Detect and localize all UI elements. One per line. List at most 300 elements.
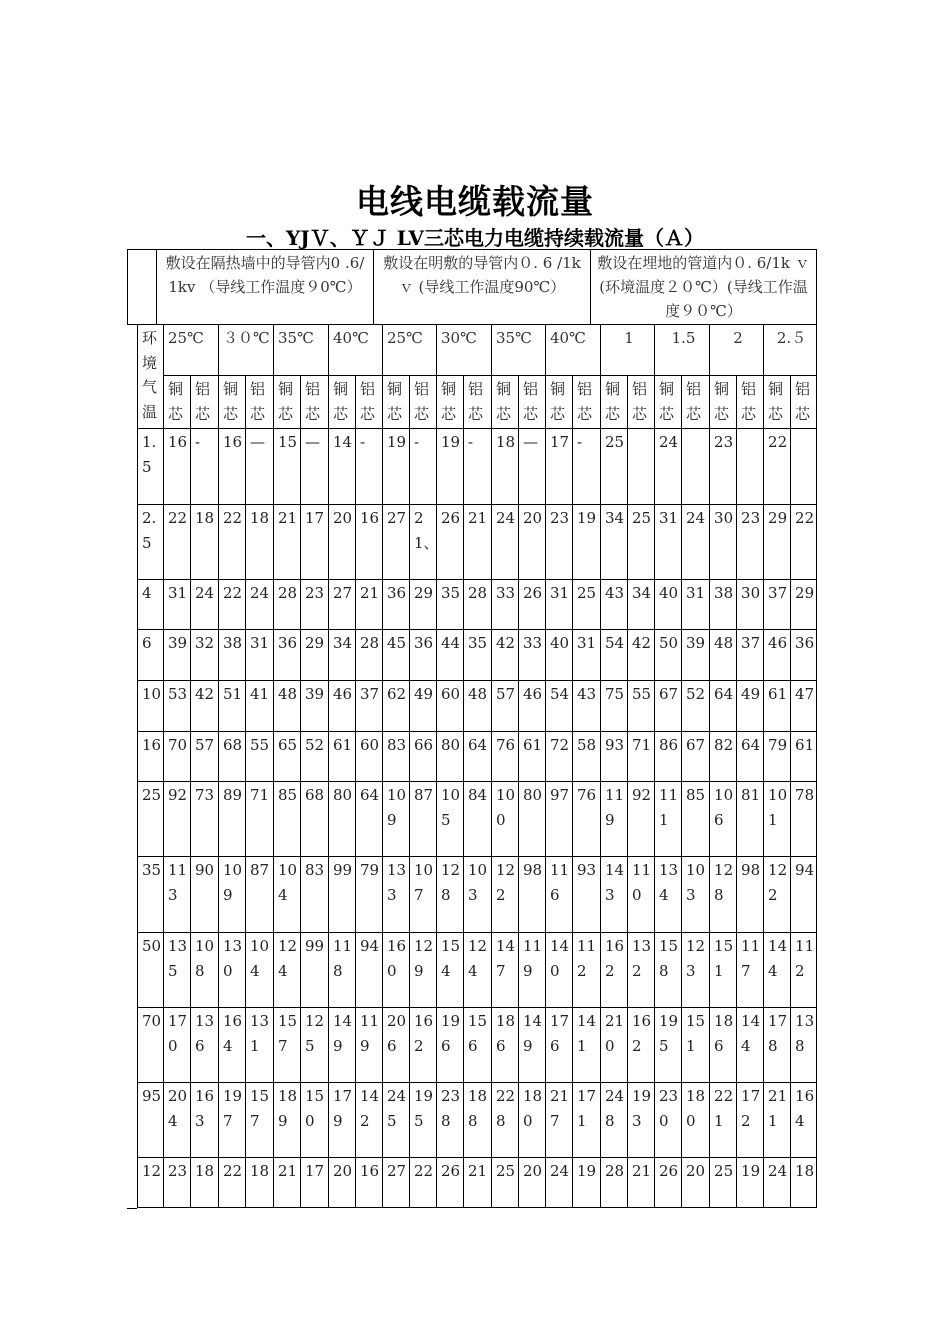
temp-header-8: 1 <box>601 325 655 376</box>
cross-section-cell: 25 <box>138 782 164 857</box>
ampacity-cell: 248 <box>601 1083 628 1158</box>
ampacity-cell: 140 <box>546 933 573 1008</box>
ampacity-cell: 20 <box>519 505 546 580</box>
ampacity-cell: 228 <box>492 1083 519 1158</box>
header-aluminum-core: 铝芯 <box>573 376 601 429</box>
ampacity-cell: — <box>519 429 546 505</box>
ampacity-cell: 50 <box>655 630 682 681</box>
ampacity-cell: 40 <box>655 580 682 630</box>
ampacity-cell: 97 <box>546 782 573 857</box>
ampacity-cell: 20 <box>682 1158 710 1208</box>
cross-section-cell: 35 <box>138 857 164 933</box>
table-row <box>138 1158 817 1208</box>
ampacity-cell: 49 <box>737 681 764 732</box>
table-row <box>138 681 817 732</box>
ampacity-cell: 31 <box>573 630 601 681</box>
ampacity-cell: 30 <box>710 505 737 580</box>
ampacity-cell: 193 <box>628 1083 655 1158</box>
table-row <box>138 429 817 505</box>
ampacity-cell: 60 <box>437 681 464 732</box>
ampacity-cell: 112 <box>791 933 817 1008</box>
header-copper-core: 铜芯 <box>219 376 246 429</box>
ampacity-cell: 157 <box>246 1083 274 1158</box>
ampacity-cell: 61 <box>329 732 356 782</box>
ampacity-cell: - <box>356 429 383 505</box>
ampacity-cell: 104 <box>246 933 274 1008</box>
ampacity-cell: 195 <box>655 1008 682 1083</box>
ampacity-cell: 26 <box>437 505 464 580</box>
ampacity-cell: 27 <box>329 580 356 630</box>
ampacity-cell: 189 <box>274 1083 301 1158</box>
ampacity-cell: 179 <box>329 1083 356 1158</box>
ampacity-cell: 43 <box>601 580 628 630</box>
ampacity-cell: 180 <box>519 1083 546 1158</box>
ampacity-cell: 67 <box>655 681 682 732</box>
ampacity-cell: 21、 <box>410 505 437 580</box>
table-row <box>138 505 817 580</box>
table-row <box>138 732 817 782</box>
ampacity-cell: 22 <box>219 1158 246 1208</box>
table-row <box>138 782 817 857</box>
ampacity-cell: 44 <box>437 630 464 681</box>
header-copper-core: 铜芯 <box>764 376 791 429</box>
ampacity-cell: 34 <box>601 505 628 580</box>
header-copper-core: 铜芯 <box>329 376 356 429</box>
ampacity-cell: 16 <box>356 505 383 580</box>
ampacity-cell: 162 <box>628 1008 655 1083</box>
temp-header-5: 30℃ <box>437 325 492 376</box>
ampacity-cell: 119 <box>356 1008 383 1083</box>
ampacity-cell: 57 <box>191 732 219 782</box>
ampacity-cell: 24 <box>655 429 682 505</box>
ampacity-cell: 19 <box>437 429 464 505</box>
ampacity-cell: 118 <box>329 933 356 1008</box>
ampacity-cell: 89 <box>219 782 246 857</box>
ampacity-cell: 245 <box>383 1083 410 1158</box>
ampacity-cell: 55 <box>246 732 274 782</box>
ampacity-cell: 24 <box>191 580 219 630</box>
header-aluminum-core: 铝芯 <box>628 376 655 429</box>
conductor-header-row <box>138 376 817 429</box>
table-left-rule <box>127 1208 137 1209</box>
ampacity-cell: 110 <box>628 857 655 933</box>
ampacity-cell: 61 <box>764 681 791 732</box>
ampacity-cell: 24 <box>492 505 519 580</box>
ampacity-cell: 35 <box>464 630 492 681</box>
ampacity-cell: 133 <box>383 857 410 933</box>
cross-section-cell: 10 <box>138 681 164 732</box>
ampacity-cell: 105 <box>437 782 464 857</box>
ampacity-cell: 42 <box>628 630 655 681</box>
ampacity-cell: 25 <box>628 505 655 580</box>
ampacity-cell: 188 <box>464 1083 492 1158</box>
ampacity-cell: 21 <box>628 1158 655 1208</box>
ampacity-cell: 109 <box>383 782 410 857</box>
ampacity-cell: 37 <box>356 681 383 732</box>
ampacity-cell: 16 <box>164 429 191 505</box>
ampacity-cell: 76 <box>573 782 601 857</box>
ampacity-cell: 46 <box>329 681 356 732</box>
table-row <box>138 1008 817 1083</box>
ampacity-cell: 196 <box>437 1008 464 1083</box>
ampacity-cell: 108 <box>191 933 219 1008</box>
header-copper-core: 铜芯 <box>492 376 519 429</box>
ampacity-cell: 230 <box>655 1083 682 1158</box>
ampacity-cell: 82 <box>710 732 737 782</box>
ampacity-cell: 31 <box>164 580 191 630</box>
header-copper-core: 铜芯 <box>655 376 682 429</box>
header-aluminum-core: 铝芯 <box>737 376 764 429</box>
ampacity-cell: 172 <box>737 1083 764 1158</box>
ampacity-cell: 164 <box>219 1008 246 1083</box>
ampacity-cell <box>682 429 710 505</box>
ampacity-cell: 18 <box>191 1158 219 1208</box>
ampacity-cell: 71 <box>246 782 274 857</box>
ampacity-cell: 186 <box>710 1008 737 1083</box>
ampacity-cell: 18 <box>191 505 219 580</box>
header-aluminum-core: 铝芯 <box>791 376 817 429</box>
ampacity-cell: 23 <box>737 505 764 580</box>
ampacity-cell: 52 <box>301 732 329 782</box>
ampacity-cell: 221 <box>710 1083 737 1158</box>
section-heading-surface-conduit: 敷设在明敷的导管内０. 6 /1k ｖ (导线工作温度90℃） <box>374 250 591 325</box>
ampacity-cell: 109 <box>219 857 246 933</box>
ampacity-cell: 94 <box>356 933 383 1008</box>
ampacity-cell: 80 <box>329 782 356 857</box>
header-aluminum-core: 铝芯 <box>464 376 492 429</box>
ampacity-cell: 67 <box>682 732 710 782</box>
ampacity-cell: 130 <box>219 933 246 1008</box>
ampacity-cell: 37 <box>764 580 791 630</box>
ampacity-cell: 54 <box>546 681 573 732</box>
ampacity-cell: 144 <box>764 933 791 1008</box>
ampacity-cell: 176 <box>546 1008 573 1083</box>
ampacity-cell: 27 <box>383 505 410 580</box>
temp-header-10: 2 <box>710 325 764 376</box>
ampacity-cell: 33 <box>519 630 546 681</box>
ampacity-cell: 68 <box>301 782 329 857</box>
ampacity-cell: 25 <box>710 1158 737 1208</box>
ampacity-cell: 24 <box>546 1158 573 1208</box>
header-aluminum-core: 铝芯 <box>301 376 329 429</box>
ampacity-cell: 138 <box>791 1008 817 1083</box>
ampacity-cell: 78 <box>791 782 817 857</box>
ampacity-cell: 25 <box>492 1158 519 1208</box>
ampacity-cell: 23 <box>546 505 573 580</box>
table-row <box>138 580 817 630</box>
ampacity-cell: — <box>301 429 329 505</box>
ampacity-cell: 197 <box>219 1083 246 1158</box>
ampacity-cell: 38 <box>219 630 246 681</box>
header-copper-core: 铜芯 <box>601 376 628 429</box>
ampacity-cell: 31 <box>546 580 573 630</box>
ampacity-cell: 151 <box>710 933 737 1008</box>
ampacity-cell: 72 <box>546 732 573 782</box>
ampacity-cell: 25 <box>573 580 601 630</box>
ampacity-cell: 75 <box>601 681 628 732</box>
ampacity-cell: 106 <box>710 782 737 857</box>
ampacity-cell: 55 <box>628 681 655 732</box>
ampacity-cell: 19 <box>573 505 601 580</box>
ampacity-cell: 62 <box>383 681 410 732</box>
ampacity-cell: 17 <box>301 505 329 580</box>
header-copper-core: 铜芯 <box>274 376 301 429</box>
ampacity-cell: 98 <box>519 857 546 933</box>
table-subtitle: 一、YJＶ、ＹＪ LV三芯电力电缆持续载流量（Ａ） <box>246 226 704 250</box>
ampacity-cell: 84 <box>464 782 492 857</box>
header-aluminum-core: 铝芯 <box>356 376 383 429</box>
ampacity-cell: 204 <box>164 1083 191 1158</box>
ampacity-cell: 116 <box>546 857 573 933</box>
ampacity-cell: 64 <box>737 732 764 782</box>
ampacity-cell: 85 <box>682 782 710 857</box>
ampacity-cell: 31 <box>246 630 274 681</box>
cross-section-cell: 6 <box>138 630 164 681</box>
ampacity-cell: 92 <box>628 782 655 857</box>
ampacity-cell: 33 <box>492 580 519 630</box>
ampacity-cell: 123 <box>682 933 710 1008</box>
ampacity-cell: 100 <box>492 782 519 857</box>
ampacity-cell: 122 <box>764 857 791 933</box>
ampacity-cell: 128 <box>710 857 737 933</box>
ampacity-cell: 68 <box>219 732 246 782</box>
ampacity-cell: 206 <box>383 1008 410 1083</box>
ampacity-cell: 29 <box>791 580 817 630</box>
ampacity-cell: 98 <box>737 857 764 933</box>
ampacity-cell: 19 <box>737 1158 764 1208</box>
temp-header-9: 1.5 <box>655 325 710 376</box>
table-row <box>138 933 817 1008</box>
ampacity-cell: 83 <box>301 857 329 933</box>
ampacity-cell: 141 <box>573 1008 601 1083</box>
ampacity-cell: 24 <box>764 1158 791 1208</box>
ampacity-cell: 21 <box>356 580 383 630</box>
ampacity-cell: 51 <box>219 681 246 732</box>
ampacity-cell: 65 <box>274 732 301 782</box>
ampacity-cell: 80 <box>519 782 546 857</box>
ampacity-cell: 71 <box>628 732 655 782</box>
ampacity-cell: 99 <box>301 933 329 1008</box>
ampacity-cell: 45 <box>383 630 410 681</box>
ampacity-cell: 186 <box>492 1008 519 1083</box>
ampacity-cell: 136 <box>191 1008 219 1083</box>
table-row <box>138 857 817 933</box>
ampacity-cell: 30 <box>737 580 764 630</box>
ampacity-cell: 29 <box>410 580 437 630</box>
ampacity-cell: 29 <box>301 630 329 681</box>
ampacity-cell: 93 <box>573 857 601 933</box>
ampacity-cell: 23 <box>710 429 737 505</box>
section-heading-buried-duct: 敷设在埋地的管道内０. 6/1k ｖ(环境温度２０℃）(导线工作温度９０℃） <box>591 250 817 325</box>
ampacity-cell: 101 <box>764 782 791 857</box>
ampacity-cell: 79 <box>764 732 791 782</box>
ampacity-cell: 16 <box>356 1158 383 1208</box>
ampacity-cell: 47 <box>791 681 817 732</box>
ampacity-cell <box>791 429 817 505</box>
ampacity-cell: 79 <box>356 857 383 933</box>
ampacity-cell: 93 <box>601 732 628 782</box>
ampacity-cell: 195 <box>410 1083 437 1158</box>
temp-header-4: 25℃ <box>383 325 437 376</box>
ampacity-cell: 36 <box>383 580 410 630</box>
ampacity-cell: 22 <box>791 505 817 580</box>
ampacity-cell: 22 <box>410 1158 437 1208</box>
ampacity-cell: 18 <box>246 1158 274 1208</box>
ampacity-cell: 14 <box>329 429 356 505</box>
ampacity-cell: 211 <box>764 1083 791 1158</box>
ampacity-cell: 60 <box>356 732 383 782</box>
ampacity-cell: 36 <box>791 630 817 681</box>
ampacity-cell: 22 <box>219 505 246 580</box>
ampacity-cell: 61 <box>791 732 817 782</box>
ampacity-cell: 58 <box>573 732 601 782</box>
ampacity-cell: 20 <box>519 1158 546 1208</box>
ampacity-cell: 53 <box>164 681 191 732</box>
ampacity-cell: 154 <box>437 933 464 1008</box>
ampacity-cell: 111 <box>655 782 682 857</box>
ampacity-cell: 20 <box>329 1158 356 1208</box>
ampacity-cell: 112 <box>573 933 601 1008</box>
row-label-ambient-temp: 环境气温 <box>138 325 164 429</box>
ampacity-cell: - <box>464 429 492 505</box>
ampacity-cell: 23 <box>301 580 329 630</box>
ampacity-cell: 158 <box>655 933 682 1008</box>
ampacity-cell: - <box>573 429 601 505</box>
header-copper-core: 铜芯 <box>383 376 410 429</box>
header-corner-cell <box>128 250 157 325</box>
ampacity-cell: 28 <box>464 580 492 630</box>
header-aluminum-core: 铝芯 <box>519 376 546 429</box>
ampacity-cell: 21 <box>464 505 492 580</box>
ampacity-cell: 25 <box>601 429 628 505</box>
ampacity-cell: 43 <box>573 681 601 732</box>
ampacity-cell: 131 <box>246 1008 274 1083</box>
install-method-header <box>127 249 817 325</box>
ampacity-cell: 107 <box>410 857 437 933</box>
ampacity-cell: 103 <box>464 857 492 933</box>
ampacity-cell: 87 <box>410 782 437 857</box>
ampacity-cell: 49 <box>410 681 437 732</box>
ampacity-cell: 86 <box>655 732 682 782</box>
ampacity-cell: 21 <box>464 1158 492 1208</box>
header-copper-core: 铜芯 <box>546 376 573 429</box>
ampacity-cell: 178 <box>764 1008 791 1083</box>
ampacity-cell: 39 <box>301 681 329 732</box>
ampacity-cell: 29 <box>764 505 791 580</box>
ampacity-cell: 21 <box>274 505 301 580</box>
ampacity-cell: 150 <box>301 1083 329 1158</box>
header-aluminum-core: 铝芯 <box>682 376 710 429</box>
ampacity-cell: 37 <box>737 630 764 681</box>
ampacity-cell: 238 <box>437 1083 464 1158</box>
ampacity-cell: 32 <box>191 630 219 681</box>
ampacity-cell: 87 <box>246 857 274 933</box>
ampacity-cell: 64 <box>356 782 383 857</box>
ampacity-table <box>137 324 817 1208</box>
ampacity-cell: 64 <box>464 732 492 782</box>
ampacity-cell: 22 <box>764 429 791 505</box>
ampacity-cell: 36 <box>410 630 437 681</box>
ampacity-cell: 19 <box>573 1158 601 1208</box>
ampacity-cell: 42 <box>492 630 519 681</box>
ampacity-cell: 149 <box>519 1008 546 1083</box>
ampacity-cell: 26 <box>519 580 546 630</box>
ampacity-cell: - <box>191 429 219 505</box>
ampacity-cell: 27 <box>383 1158 410 1208</box>
ampacity-cell: 81 <box>737 782 764 857</box>
ampacity-cell: 70 <box>164 732 191 782</box>
cross-section-cell: 4 <box>138 580 164 630</box>
ampacity-cell: 142 <box>356 1083 383 1158</box>
ampacity-cell: 31 <box>655 505 682 580</box>
cross-section-cell: 95 <box>138 1083 164 1158</box>
ampacity-cell: 171 <box>573 1083 601 1158</box>
ampacity-cell: 99 <box>329 857 356 933</box>
ampacity-cell: 134 <box>655 857 682 933</box>
ampacity-cell: 80 <box>437 732 464 782</box>
ampacity-cell: 103 <box>682 857 710 933</box>
cross-section-cell: 50 <box>138 933 164 1008</box>
ampacity-cell: 46 <box>764 630 791 681</box>
ampacity-cell: 125 <box>301 1008 329 1083</box>
ampacity-cell: 18 <box>492 429 519 505</box>
ampacity-cell: 38 <box>710 580 737 630</box>
ampacity-cell: 170 <box>164 1008 191 1083</box>
ampacity-cell: 21 <box>274 1158 301 1208</box>
ampacity-cell: 24 <box>246 580 274 630</box>
header-copper-core: 铜芯 <box>710 376 737 429</box>
header-aluminum-core: 铝芯 <box>246 376 274 429</box>
cross-section-cell: 70 <box>138 1008 164 1083</box>
ampacity-cell: 28 <box>356 630 383 681</box>
ampacity-cell: 90 <box>191 857 219 933</box>
ampacity-cell: 66 <box>410 732 437 782</box>
header-aluminum-core: 铝芯 <box>410 376 437 429</box>
ampacity-cell: 57 <box>492 681 519 732</box>
ampacity-cell: 64 <box>710 681 737 732</box>
cross-section-cell: 16 <box>138 732 164 782</box>
ampacity-cell: 92 <box>164 782 191 857</box>
page-title: 电线电缆载流量 <box>356 182 594 221</box>
temp-header-0: 25℃ <box>164 325 219 376</box>
header-aluminum-core: 铝芯 <box>191 376 219 429</box>
ampacity-cell: - <box>410 429 437 505</box>
ampacity-cell: 48 <box>274 681 301 732</box>
ampacity-cell: 39 <box>164 630 191 681</box>
ampacity-cell: 160 <box>383 933 410 1008</box>
cross-section-cell: 1.5 <box>138 429 164 505</box>
ampacity-cell: 217 <box>546 1083 573 1158</box>
temp-header-2: 35℃ <box>274 325 329 376</box>
temp-header-7: 40℃ <box>546 325 601 376</box>
ampacity-cell: 52 <box>682 681 710 732</box>
ampacity-cell: 19 <box>383 429 410 505</box>
ampacity-cell: 122 <box>492 857 519 933</box>
ampacity-cell: — <box>246 429 274 505</box>
ampacity-cell: 113 <box>164 857 191 933</box>
ampacity-cell: 28 <box>601 1158 628 1208</box>
ampacity-cell: 41 <box>246 681 274 732</box>
ampacity-cell: 119 <box>519 933 546 1008</box>
ampacity-cell: 162 <box>410 1008 437 1083</box>
ampacity-cell: 144 <box>737 1008 764 1083</box>
ampacity-cell: 48 <box>464 681 492 732</box>
ampacity-cell: 42 <box>191 681 219 732</box>
ampacity-cell: 162 <box>601 933 628 1008</box>
ampacity-cell: 124 <box>274 933 301 1008</box>
ampacity-cell: 40 <box>546 630 573 681</box>
ampacity-cell: 31 <box>682 580 710 630</box>
